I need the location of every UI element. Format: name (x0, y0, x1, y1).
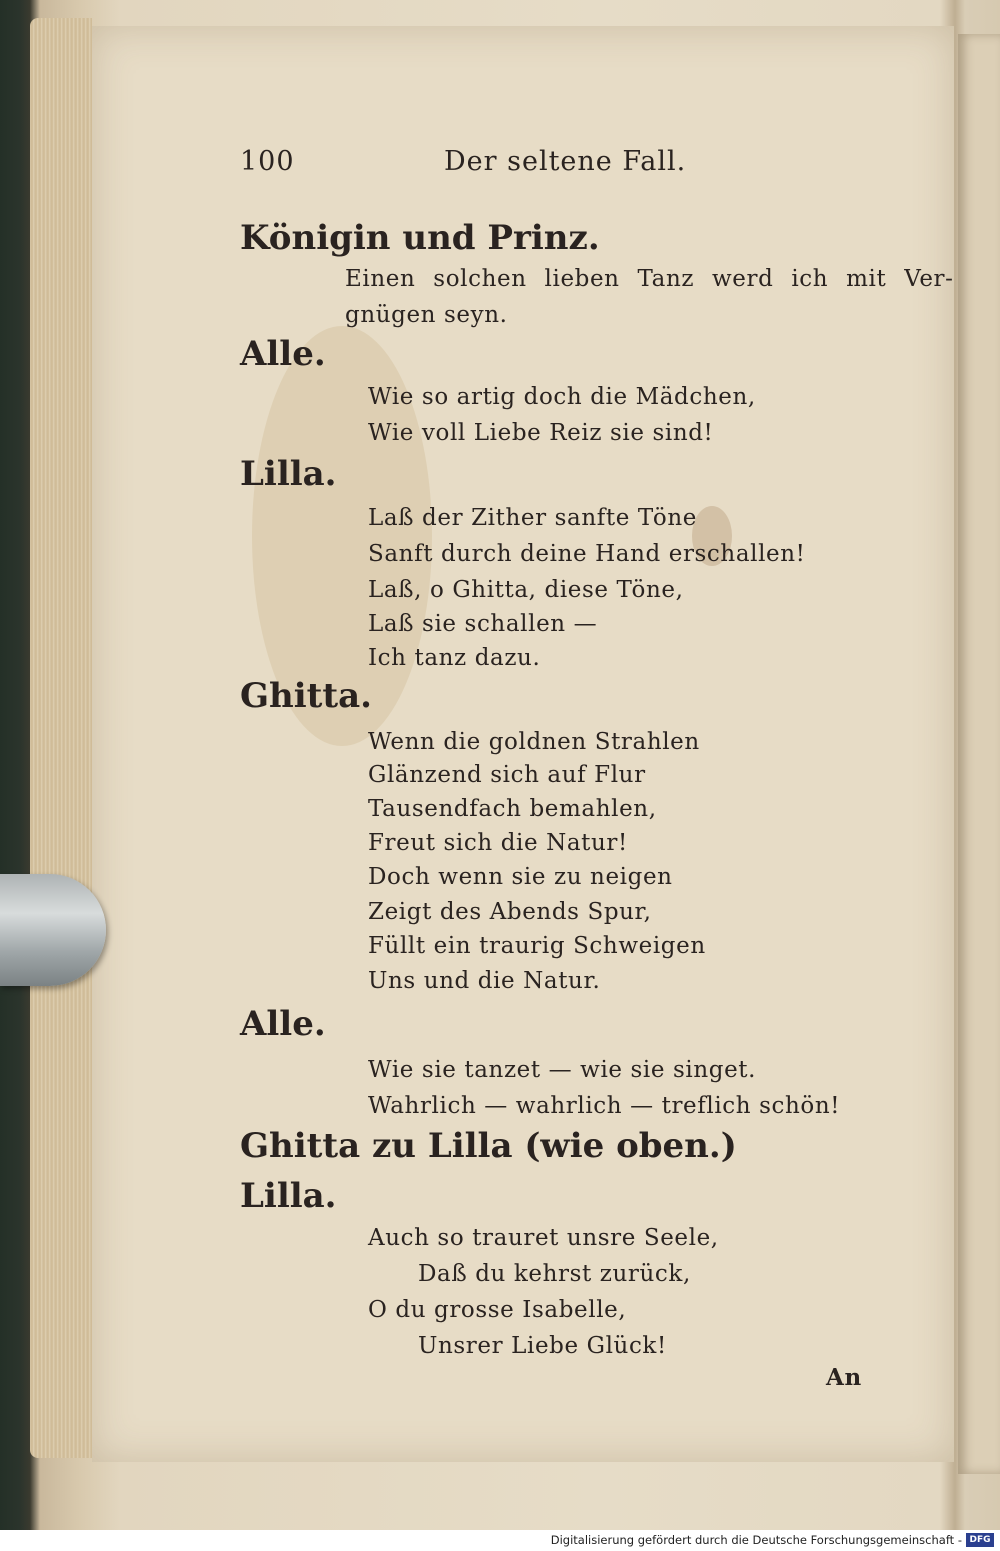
catchword: An (826, 1364, 862, 1391)
funding-credit: Digitalisierung gefördert durch die Deutsche Forschungsgemeinschaft - (550, 1533, 962, 1547)
verse-line: Wie voll Liebe Reiz sie sind! (368, 420, 714, 446)
speaker-heading: Ghitta zu Lilla (wie oben.) (240, 1126, 737, 1166)
verse-line: Einen solchen lieben Tanz werd ich mit Ver- (345, 266, 954, 292)
speaker-heading: Alle. (240, 1004, 326, 1044)
verse-line: Wie sie tanzet — wie sie singet. (368, 1057, 757, 1083)
verse-line: Daß du kehrst zurück, (418, 1261, 691, 1287)
verse-line: O du grosse Isabelle, (368, 1297, 627, 1323)
verse-line: Doch wenn sie zu neigen (368, 864, 673, 890)
speaker-heading: Lilla. (240, 454, 337, 494)
verse-line: Freut sich die Natur! (368, 830, 628, 856)
verse-line: Unsrer Liebe Glück! (418, 1333, 667, 1359)
verse-line: Tausendfach bemahlen, (368, 796, 657, 822)
verse-line: Ich tanz dazu. (368, 645, 541, 671)
verse-line: Laß der Zither sanfte Töne (368, 505, 697, 531)
verse-line: Laß, o Ghitta, diese Töne, (368, 577, 684, 603)
speaker-heading: Königin und Prinz. (240, 218, 600, 258)
verse-line: Wahrlich — wahrlich — treflich schön! (368, 1093, 841, 1119)
verse-line: gnügen seyn. (345, 302, 508, 328)
verse-line: Sanft durch deine Hand erschallen! (368, 541, 806, 567)
verse-line: Wenn die goldnen Strahlen (368, 729, 700, 755)
verse-line: Glänzend sich auf Flur (368, 762, 646, 788)
verse-line: Laß sie schallen — (368, 611, 598, 637)
running-title: Der seltene Fall. (444, 146, 687, 177)
verse-line: Füllt ein traurig Schweigen (368, 933, 706, 959)
speaker-heading: Alle. (240, 334, 326, 374)
speaker-heading: Ghitta. (240, 676, 372, 716)
speaker-heading: Lilla. (240, 1176, 337, 1216)
dfg-logo: DFG (966, 1533, 994, 1547)
page-edge-stack (30, 18, 92, 1458)
facing-page-edge (958, 34, 1000, 1474)
verse-line: Uns und die Natur. (368, 968, 601, 994)
verse-line: Auch so trauret unsre Seele, (368, 1225, 719, 1251)
verse-line: Zeigt des Abends Spur, (368, 899, 652, 925)
page-number: 100 (240, 146, 295, 177)
verse-line: Wie so artig doch die Mädchen, (368, 384, 756, 410)
